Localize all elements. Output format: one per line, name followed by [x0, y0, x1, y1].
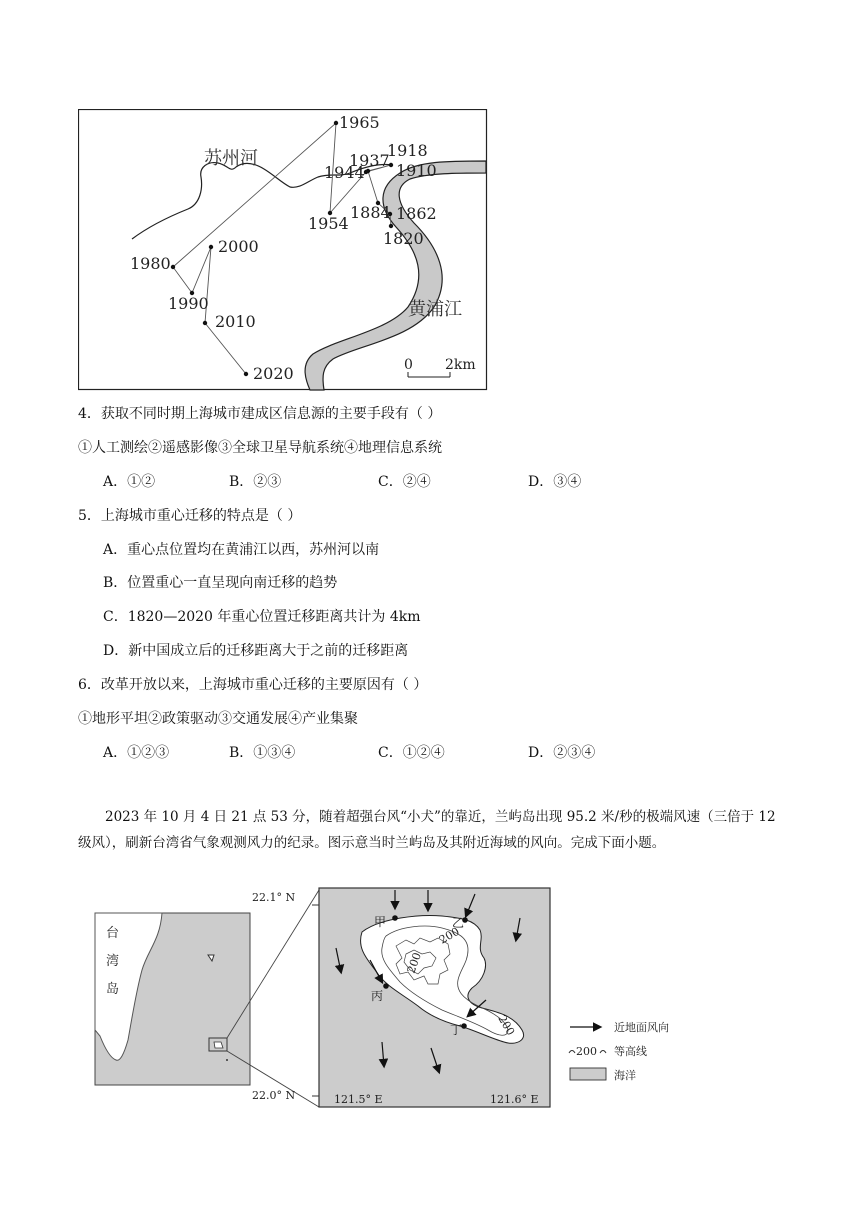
- q4-option-d: D．③④: [528, 474, 582, 490]
- lanyu-detail-map: [252, 888, 550, 1107]
- huangpu-river-label: 黄浦江: [408, 299, 462, 320]
- suzhou-river-label: 苏州河: [204, 148, 258, 169]
- contour-label-1: 200: [437, 924, 462, 947]
- year-label-2010: 2010: [215, 312, 256, 331]
- svg-text:0: 0: [404, 357, 413, 373]
- year-label-1965: 1965: [339, 113, 380, 132]
- lat-top-label: 22.1° N: [252, 891, 296, 904]
- svg-text:200: 200: [576, 1045, 597, 1058]
- year-label-1910: 1910: [396, 161, 437, 180]
- point-bing: 丙: [371, 989, 384, 1003]
- q5-option-b: B．位置重心一直呈现向南迁移的趋势: [103, 575, 338, 591]
- lon-left-label: 121.5° E: [334, 1093, 383, 1106]
- contour-label-3: 200: [495, 1013, 518, 1038]
- q4-option-a: A．①②: [103, 474, 156, 490]
- lon-right-label: 121.6° E: [490, 1093, 539, 1106]
- point-jia: 甲: [374, 915, 387, 929]
- taiwan-label-1: 台: [106, 926, 120, 941]
- year-label-1820: 1820: [383, 229, 424, 248]
- q5-option-d: D．新中国成立后的迁移距离大于之前的迁移距离: [103, 643, 409, 659]
- q5-stem: 5．上海城市重心迁移的特点是（ ）: [78, 508, 302, 524]
- q6-items: ①地形平坦②政策驱动③交通发展④产业集聚: [78, 711, 358, 727]
- taiwan-overview-map: [95, 913, 250, 1085]
- year-label-1918: 1918: [387, 141, 428, 160]
- legend: [569, 1020, 669, 1082]
- q6-option-d: D．②③④: [528, 745, 596, 761]
- q6-option-b: B．①③④: [229, 745, 296, 761]
- lanyu-wind-map: [90, 870, 810, 1115]
- q4-stem: 4．获取不同时期上海城市建成区信息源的主要手段有（ ）: [78, 406, 442, 422]
- point-yi: 乙: [452, 916, 465, 930]
- taiwan-label-2: 湾: [106, 954, 120, 969]
- q5-option-c: C．1820—2020 年重心位置迁移距离共计为 4km: [103, 609, 421, 625]
- legend-wind: 近地面风向: [614, 1021, 669, 1034]
- typhoon-passage: 2023 年 10 月 4 日 21 点 53 分，随着超强台风“小犬”的靠近，兰屿岛出现 95.2 米/秒的极端风速（三倍于 12 级风），刷新台湾省气象观测风力的纪录。图示意当时兰屿岛及其附近海域的风向。完成下面小题。: [78, 809, 776, 851]
- legend-ocean: 海洋: [614, 1069, 636, 1082]
- taiwan-label-3: 岛: [106, 982, 120, 997]
- contour-label-2: 200: [404, 950, 425, 976]
- shanghai-center-migration-map: [78, 109, 488, 391]
- year-label-1944: 1944: [324, 163, 365, 182]
- q6-option-a: A．①②③: [103, 745, 170, 761]
- year-label-1980: 1980: [130, 254, 171, 273]
- legend-contour: 等高线: [614, 1045, 647, 1058]
- q4-option-b: B．②③: [229, 474, 282, 490]
- svg-text:2km: 2km: [445, 357, 476, 373]
- year-label-2020: 2020: [253, 364, 294, 383]
- q5-option-a: A．重心点位置均在黄浦江以西，苏州河以南: [103, 542, 380, 558]
- year-label-1884: 1884: [350, 203, 391, 222]
- year-label-2000: 2000: [218, 237, 259, 256]
- year-label-1990: 1990: [168, 294, 209, 313]
- year-label-1862: 1862: [396, 204, 437, 223]
- q6-stem: 6．改革开放以来，上海城市重心迁移的主要原因有（ ）: [78, 677, 428, 693]
- q6-option-c: C．①②④: [378, 745, 445, 761]
- point-ding: 丁: [450, 1023, 463, 1037]
- year-label-1954: 1954: [308, 214, 349, 233]
- q4-option-c: C．②④: [378, 474, 431, 490]
- lat-bottom-label: 22.0° N: [252, 1089, 296, 1102]
- q4-items: ①人工测绘②遥感影像③全球卫星导航系统④地理信息系统: [78, 440, 442, 456]
- year-label-1937: 1937: [349, 151, 390, 170]
